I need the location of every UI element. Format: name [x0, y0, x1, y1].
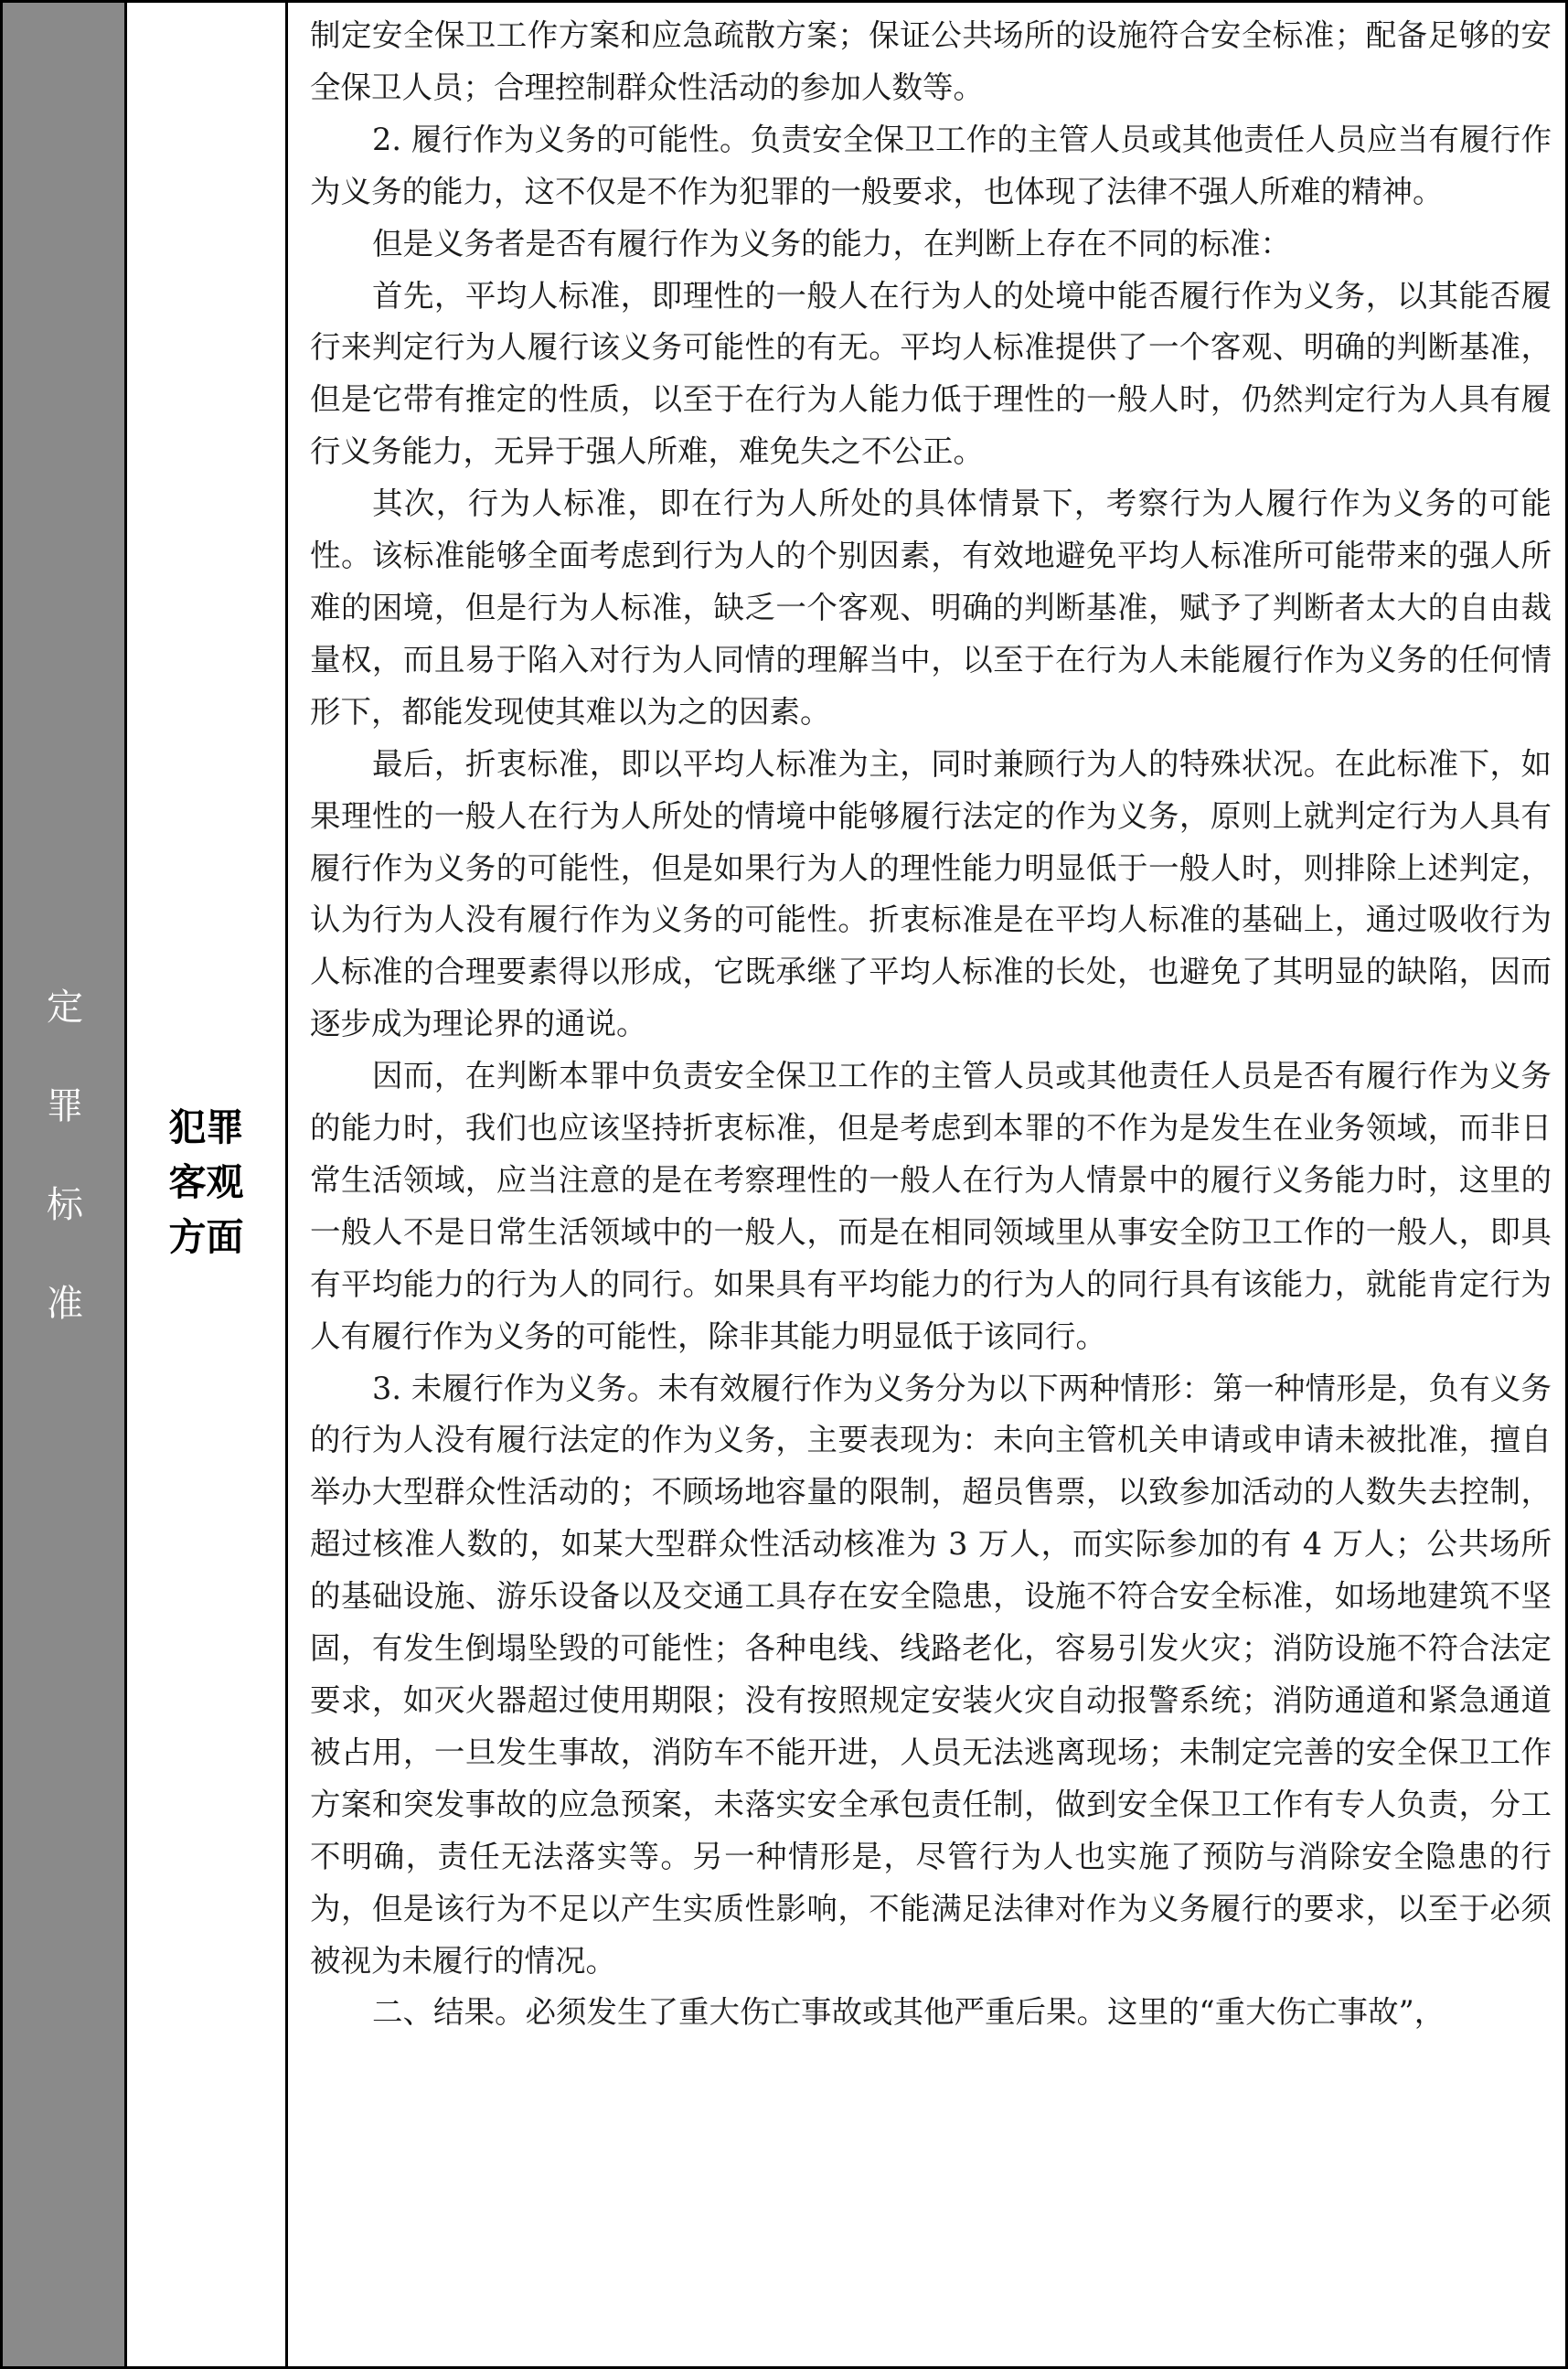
subcategory-line: 客观: [168, 1160, 244, 1204]
category-char: 准: [47, 1283, 83, 1325]
subcategory-column: [127, 3, 288, 2366]
paragraph: 3. 未履行作为义务。未有效履行作为义务分为以下两种情形：第一种情形是，负有义务的行为人没有履行法定的作为义务，主要表现为：未向主管机关申请或申请未被批准，擅自举办大型群众性活动的；不顾场地容量的限制，超员售票，以致参加活动的人数失去控制，超过核准人数的，如某大型群众性活动核准为 3 万人，而实际参加的有 4 万人；公共场所的基础设施、游乐设备以及交通工具存在安全隐患，设施不符合安全标准，如场地建筑不坚固，有发生倒塌坠毁的可能性；各种电线、线路老化，容易引发火灾；消防设施不符合法定要求，如灭火器超过使用期限；没有按照规定安装火灾自动报警系统；消防通道和紧急通道被占用，一旦发生事故，消防车不能开进，人员无法逃离现场；未制定完善的安全保卫工作方案和突发事故的应急预案，未落实安全承包责任制，做到安全保卫工作有专人负责，分工不明确，责任无法落实等。另一种情形是，尽管行为人也实施了预防与消除安全隐患的行为，但是该行为不足以产生实质性影响，不能满足法律对作为义务履行的要求，以至于必须被视为未履行的情况。: [310, 1370, 1552, 1979]
category-label: [3, 958, 127, 1353]
paragraph: 因而，在判断本罪中负责安全保卫工作的主管人员或其他责任人员是否有履行作为义务的能力时，我们也应该坚持折衷标准，但是考虑到本罪的不作为是发生在业务领域，而非日常生活领域，应当注意的是在考察理性的一般人在行为人情景中的履行义务能力时，这里的一般人不是日常生活领域中的一般人，而是在相同领域里从事安全防卫工作的一般人，即具有平均能力的行为人的同行。如果具有平均能力的行为人的同行具有该能力，就能肯定行为人有履行作为义务的可能性，除非其能力明显低于该同行。: [310, 1058, 1552, 1354]
paragraph: 其次，行为人标准，即在行为人所处的具体情景下，考察行为人履行作为义务的可能性。该标准能够全面考虑到行为人的个别因素，有效地避免平均人标准所可能带来的强人所难的困境，但是行为人标准，缺乏一个客观、明确的判断基准，赋予了判断者太大的自由裁量权，而且易于陷入对行为人同情的理解当中，以至于在行为人未能履行作为义务的任何情形下，都能发现使其难以为之的因素。: [310, 486, 1552, 730]
category-char: 标: [47, 1184, 83, 1226]
body-text: [310, 10, 1552, 2039]
paragraph: 最后，折衷标准，即以平均人标准为主，同时兼顾行为人的特殊状况。在此标准下，如果理性的一般人在行为人所处的情境中能够履行法定的作为义务，原则上就判定行为人具有履行作为义务的可能性，但是如果行为人的理性能力明显低于一般人时，则排除上述判定，认为行为人没有履行作为义务的可能性。折衷标准是在平均人标准的基础上，通过吸收行为人标准的合理要素得以形成，它既承继了平均人标准的长处，也避免了其明显的缺陷，因而逐步成为理论界的通说。: [310, 745, 1552, 1042]
paragraph: 但是义务者是否有履行作为义务的能力，在判断上存在不同的标准：: [372, 225, 1291, 261]
paragraph: 二、结果。必须发生了重大伤亡事故或其他严重后果。这里的“重大伤亡事故”，: [372, 1994, 1445, 2031]
category-column: [3, 3, 127, 2366]
subcategory-label: [127, 1100, 285, 1265]
content-column: [288, 3, 1565, 2366]
subcategory-line: 犯罪: [168, 1105, 244, 1149]
category-char: 定: [47, 987, 83, 1029]
category-char: 罪: [47, 1085, 83, 1127]
subcategory-line: 方面: [168, 1215, 244, 1259]
paragraph: 制定安全保卫工作方案和应急疏散方案；保证公共场所的设施符合安全标准；配备足够的安全保卫人员；合理控制群众性活动的参加人数等。: [310, 17, 1552, 105]
paragraph: 2. 履行作为义务的可能性。负责安全保卫工作的主管人员或其他责任人员应当有履行作为义务的能力，这不仅是不作为犯罪的一般要求，也体现了法律不强人所难的精神。: [310, 121, 1552, 209]
paragraph: 首先，平均人标准，即理性的一般人在行为人的处境中能否履行作为义务，以其能否履行来判定行为人履行该义务可能性的有无。平均人标准提供了一个客观、明确的判断基准，但是它带有推定的性质，以至于在行为人能力低于理性的一般人时，仍然判定行为人具有履行义务能力，无异于强人所难，难免失之不公正。: [310, 277, 1552, 470]
